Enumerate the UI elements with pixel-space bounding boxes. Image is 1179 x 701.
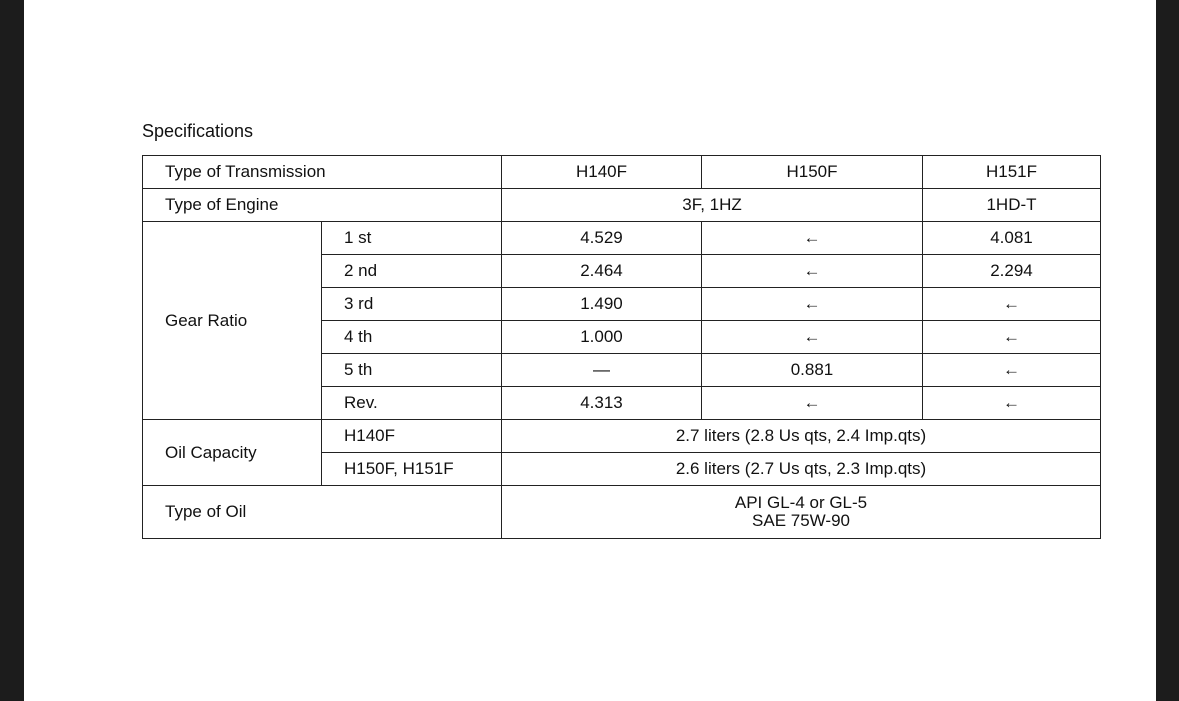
table-row-gear-1st: [143, 222, 1101, 255]
gear-name: 4 th: [322, 321, 502, 354]
gear-name: 1 st: [322, 222, 502, 255]
gear-h140f: 4.529: [502, 222, 702, 255]
gear-h150f: ←: [702, 255, 923, 288]
gear-h151f: ←: [923, 354, 1101, 387]
engine-h151: 1HD-T: [923, 189, 1101, 222]
oil-capacity-model: H140F: [322, 420, 502, 453]
gear-h140f: 4.313: [502, 387, 702, 420]
oil-capacity-model: H150F, H151F: [322, 453, 502, 486]
gear-h140f: —: [502, 354, 702, 387]
table-row-oil-capacity-h140f: [143, 420, 1101, 453]
gear-h151f: ←: [923, 387, 1101, 420]
oil-capacity-value: 2.7 liters (2.8 Us qts, 2.4 Imp.qts): [502, 420, 1101, 453]
table-row-oil-type: [143, 486, 1101, 539]
oil-type-line-2: SAE 75W-90: [752, 511, 850, 530]
transmission-label: Type of Transmission: [143, 156, 502, 189]
gear-name: 5 th: [322, 354, 502, 387]
gear-name: 3 rd: [322, 288, 502, 321]
specifications-table: [142, 155, 1101, 539]
engine-h140-h150: 3F, 1HZ: [502, 189, 923, 222]
model-h140f: H140F: [502, 156, 702, 189]
page-title: Specifications: [142, 121, 254, 141]
gear-h151f: ←: [923, 321, 1101, 354]
engine-label: Type of Engine: [143, 189, 502, 222]
oil-type-label: Type of Oil: [143, 486, 502, 539]
model-h150f: H150F: [702, 156, 923, 189]
gear-name: 2 nd: [322, 255, 502, 288]
gear-ratio-label: Gear Ratio: [143, 222, 322, 420]
oil-type-value: [502, 486, 1101, 539]
gear-h151f: 4.081: [923, 222, 1101, 255]
gear-h150f: ←: [702, 288, 923, 321]
gear-h140f: 2.464: [502, 255, 702, 288]
oil-capacity-value: 2.6 liters (2.7 Us qts, 2.3 Imp.qts): [502, 453, 1101, 486]
table-row-engine: [143, 189, 1101, 222]
oil-capacity-label: Oil Capacity: [143, 420, 322, 486]
gear-h150f: 0.881: [702, 354, 923, 387]
gear-name: Rev.: [322, 387, 502, 420]
gear-h150f: ←: [702, 222, 923, 255]
table-row-transmission: [143, 156, 1101, 189]
gear-h150f: ←: [702, 387, 923, 420]
gear-h151f: 2.294: [923, 255, 1101, 288]
model-h151f: H151F: [923, 156, 1101, 189]
oil-type-line-1: API GL-4 or GL-5: [734, 493, 868, 512]
document-page: [24, 0, 1156, 701]
gear-h140f: 1.000: [502, 321, 702, 354]
gear-h150f: ←: [702, 321, 923, 354]
gear-h151f: ←: [923, 288, 1101, 321]
gear-h140f: 1.490: [502, 288, 702, 321]
